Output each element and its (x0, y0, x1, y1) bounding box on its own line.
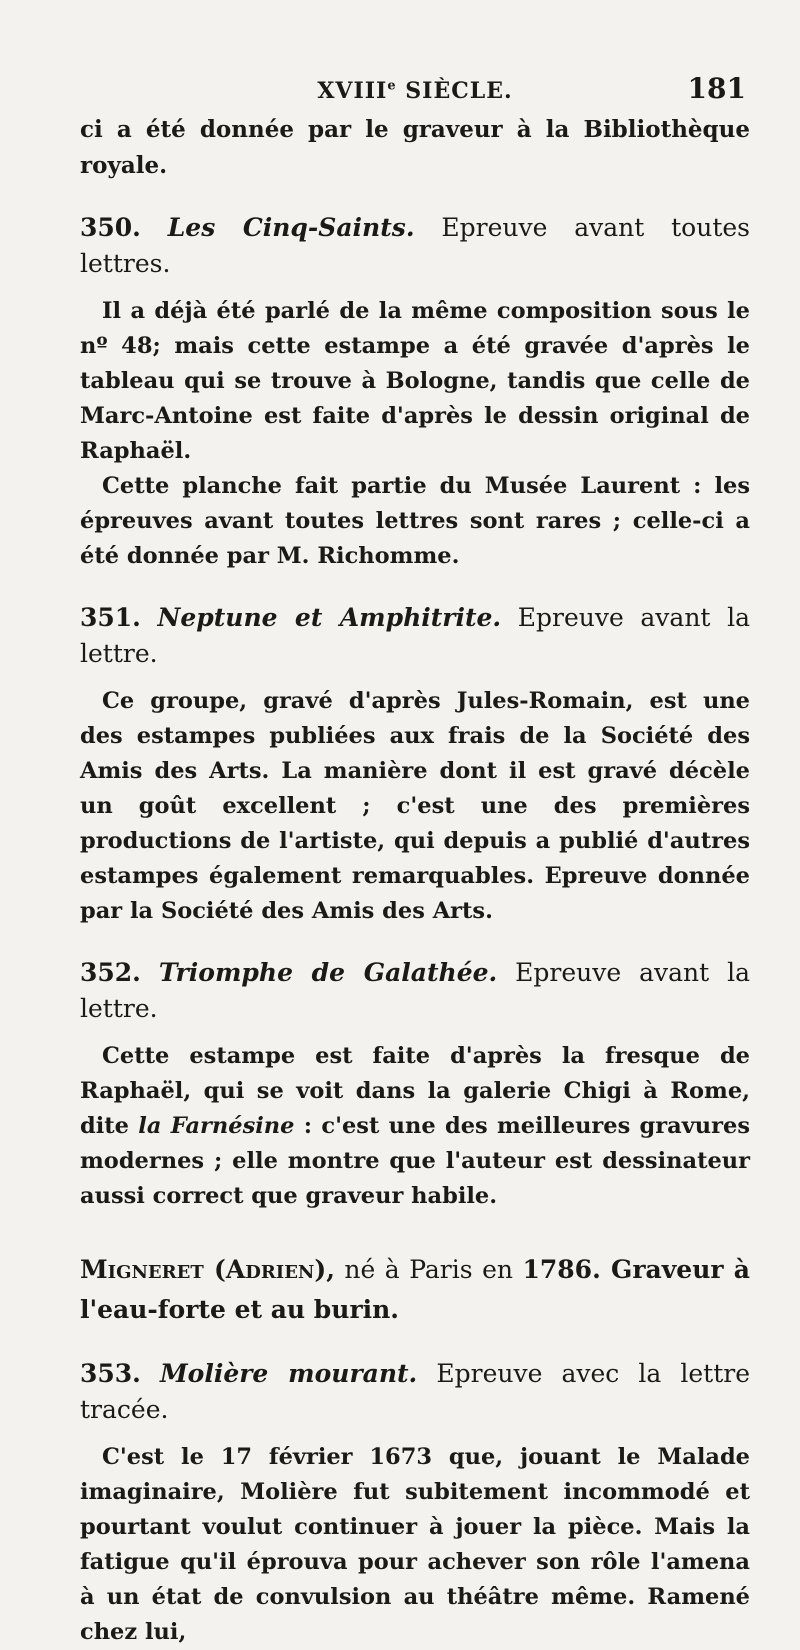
entry-heading-350 (80, 210, 750, 282)
paragraph-text-after: : c'est une des meilleures gravures modernes ; elle montre que l'auteur est dessinateur aussi correct que graveur habile. (80, 1113, 750, 1209)
century-roman: XVIII (317, 78, 388, 104)
entry-title: Triomphe de Galathée. (158, 958, 498, 987)
running-head-title (80, 78, 750, 104)
entry-paragraph (80, 1039, 750, 1214)
entry-state: Epreuve avec la lettre tracée. (80, 1359, 750, 1424)
artist-birth: né à Paris en (334, 1255, 523, 1284)
entry-number: 353. (80, 1359, 141, 1388)
paragraph-italic-term: la Farnésine (138, 1113, 295, 1139)
entry-paragraph: Cette planche fait partie du Musée Laurent : les épreuves avant toutes lettres sont rares ; celle-ci a été donnée par M. Richomme. (80, 473, 750, 569)
entry-number: 350. (80, 213, 141, 242)
entry-number: 351. (80, 603, 141, 632)
paragraph-text-before: Cette estampe est faite d'après la fresque de Raphaël, qui se voit dans la galerie Chigi à Rome, dite (80, 1043, 750, 1139)
entry-state: Epreuve avant toutes lettres. (80, 213, 750, 278)
entry-title: Les Cinq-Saints. (167, 213, 415, 242)
entry-heading-351 (80, 600, 750, 672)
entry-heading-352 (80, 955, 750, 1027)
entry-state: Epreuve avant la lettre. (80, 958, 751, 1023)
artist-birth-year: 1786. (522, 1255, 601, 1284)
entry-number: 352. (80, 958, 141, 987)
artist-given-name: (Adrien), (213, 1255, 335, 1284)
artist-description: Graveur à l'eau-forte et au burin. (80, 1255, 750, 1324)
entry-paragraph: Il a déjà été parlé de la même composition sous le nº 48; mais cette estampe a été gravée d'après le tableau qui se trouve à Bologne, tandis que celle de Marc-Antoine est faite d'après le dessin original de Raphaël. (80, 298, 750, 464)
entry-title: Molière mourant. (159, 1359, 418, 1388)
century-superscript: e (387, 78, 397, 94)
century-word: SIÈCLE. (405, 78, 513, 104)
entry-paragraph: Ce groupe, gravé d'après Jules-Romain, est une des estampes publiées aux frais de la Société des Amis des Arts. La manière dont il est gravé décèle un goût excellent ; c'est une des premières productions de l'artiste, qui depuis a publié d'autres estampes également remarquables. Epreuve donnée par la Société des Amis des Arts. (80, 688, 750, 924)
entry-heading-353 (80, 1356, 750, 1428)
running-head (80, 72, 750, 112)
artist-heading (80, 1250, 750, 1330)
entry-paragraph: C'est le 17 février 1673 que, jouant le Malade imaginaire, Molière fut subitement incommodé et pourtant voulut continuer à jouer la pièce. Mais la fatigue qu'il éprouva pour achever son rôle l'amena à un état de convulsion au théâtre même. Ramené chez lui, (80, 1444, 750, 1645)
page-number: 181 (687, 72, 746, 105)
entry-title: Neptune et Amphitrite. (157, 603, 502, 632)
entry-state: Epreuve avant la lettre. (80, 603, 750, 668)
continuation-text: ci a été donnée par le graveur à la Bibliothèque royale. (80, 116, 750, 179)
artist-surname: Migneret (80, 1255, 204, 1284)
